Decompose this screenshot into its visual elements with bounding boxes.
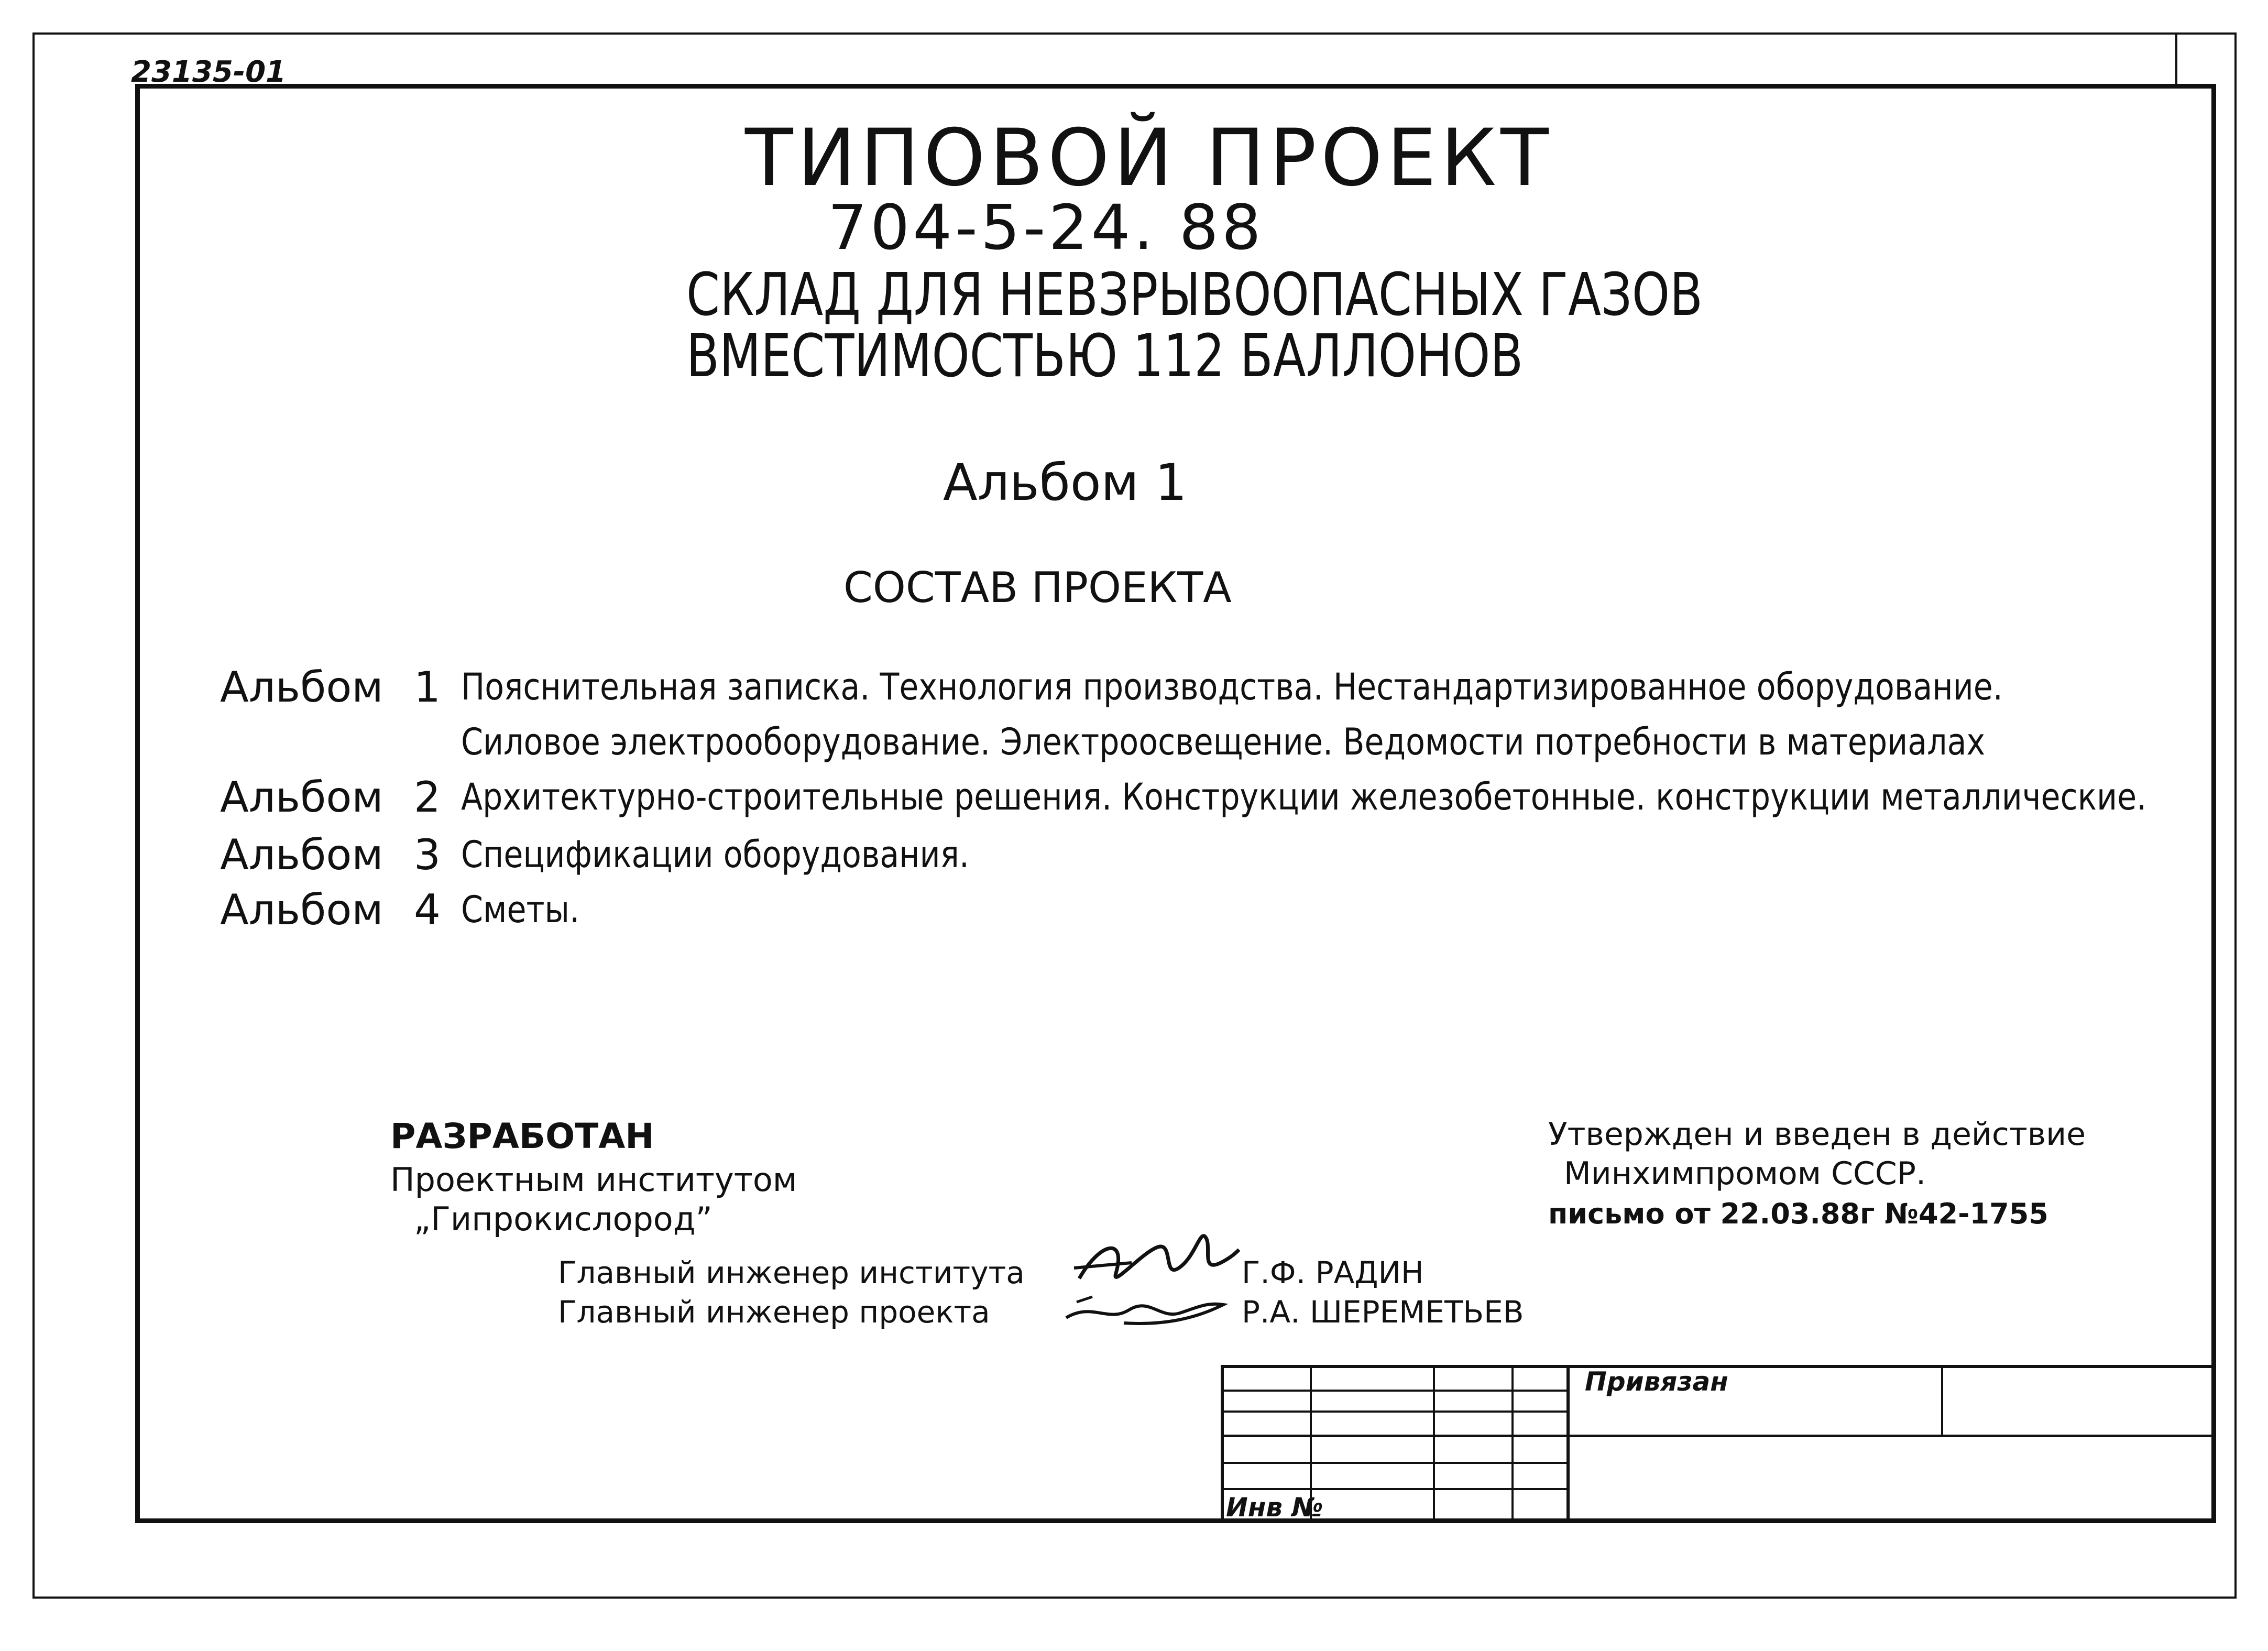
project-name-line1: СКЛАД ДЛЯ НЕВЗРЫВООПАСНЫХ ГАЗОВ xyxy=(686,261,1703,329)
album-3-number: 3 xyxy=(414,830,441,879)
tb-line xyxy=(1511,1365,1514,1523)
tb-line xyxy=(1433,1365,1435,1523)
tb-line xyxy=(1221,1435,2216,1437)
tb-line xyxy=(1566,1365,1570,1523)
album-1-text: Пояснительная записка. Технология производства. Нестандартизированное оборудование. xyxy=(461,665,2003,708)
project-number: 704-5-24. 88 xyxy=(828,191,1264,264)
album-2-label: Альбом xyxy=(220,773,384,822)
album-3-label: Альбом xyxy=(220,830,384,879)
project-name-line2: ВМЕСТИМОСТЬЮ 112 БАЛЛОНОВ xyxy=(686,322,1524,390)
approval-letter: письмо от 22.03.88г №42-1755 xyxy=(1548,1197,2048,1230)
tb-line xyxy=(1221,1411,1566,1413)
tb-line xyxy=(1221,1462,1566,1464)
album-4-label: Альбом xyxy=(220,885,384,934)
album-4-text: Сметы. xyxy=(461,888,580,931)
tb-line xyxy=(1221,1488,1566,1490)
album-1-text-cont: Силовое электрооборудование. Электроосвещение. Ведомости потребности в материалах xyxy=(461,720,1986,763)
approval-line2: Минхимпромом СССР. xyxy=(1564,1155,1926,1192)
developer-institute-line: Проектным институтом xyxy=(390,1161,797,1199)
linked-label: Привязан xyxy=(1585,1366,1728,1397)
developer-heading: РАЗРАБОТАН xyxy=(390,1116,654,1156)
tb-line xyxy=(1221,1365,1224,1523)
chief-engineer-institute-role: Главный инженер института xyxy=(558,1255,1025,1291)
album-2-number: 2 xyxy=(414,773,441,822)
developer-institute-name: „Гипрокислород” xyxy=(414,1200,713,1238)
approval-line1: Утвержден и введен в действие xyxy=(1548,1116,2086,1153)
album-2-text: Архитектурно-строительные решения. Конструкции железобетонные. конструкции металлические. xyxy=(461,775,2147,818)
chief-engineer-project-role: Главный инженер проекта xyxy=(558,1294,990,1330)
album-heading: Альбом 1 xyxy=(943,453,1187,512)
inventory-number-label: Инв № xyxy=(1226,1492,1323,1523)
album-4-number: 4 xyxy=(414,885,441,934)
project-type-title: ТИПОВОЙ ПРОЕКТ xyxy=(745,113,1553,204)
corner-divider xyxy=(2175,32,2177,87)
stamp-code: 23135-01 xyxy=(131,55,286,89)
signature-sheremetev-icon xyxy=(1061,1281,1234,1339)
tb-line xyxy=(1941,1365,1943,1436)
chief-engineer-institute-name: Г.Ф. РАДИН xyxy=(1242,1255,1424,1291)
tb-line xyxy=(1221,1390,1566,1392)
album-1-label: Альбом xyxy=(220,663,384,712)
chief-engineer-project-name: Р.А. ШЕРЕМЕТЬЕВ xyxy=(1242,1294,1524,1330)
project-contents-heading: СОСТАВ ПРОЕКТА xyxy=(843,563,1232,612)
album-3-text: Спецификации оборудования. xyxy=(461,833,970,876)
album-1-number: 1 xyxy=(414,663,441,712)
